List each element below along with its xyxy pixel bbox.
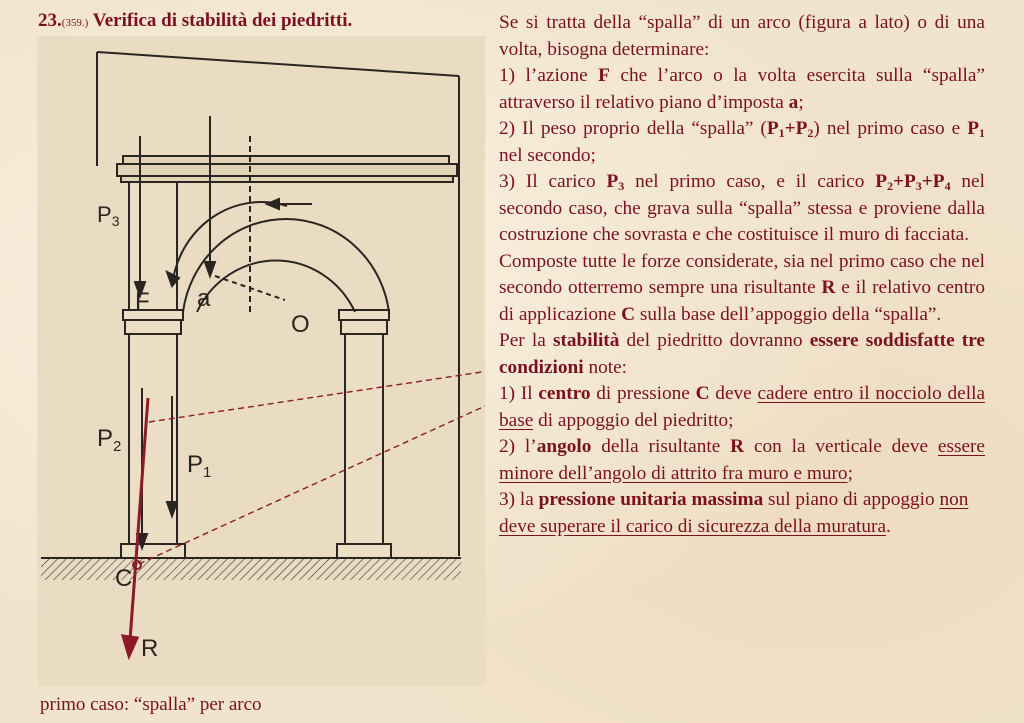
condition-3 [499, 487, 985, 540]
text-run: Per la [499, 330, 553, 351]
text-run: . [886, 515, 891, 537]
text-run: nel primo caso, e il carico [624, 171, 876, 192]
text-run: centro [538, 383, 591, 404]
text-run: della risultante [591, 436, 731, 457]
cornice [117, 156, 457, 182]
item-2 [499, 116, 985, 169]
intro-paragraph [499, 10, 985, 63]
text-run: essere minore dell’angolo di attrito fra muro e muro [499, 436, 985, 484]
label-a: a [197, 285, 211, 312]
ground-hatching [41, 558, 461, 580]
text-run: 2 [887, 179, 893, 193]
arch-abutment-figure [37, 36, 485, 696]
body-text [499, 10, 985, 540]
item-3 [499, 169, 985, 249]
text-run: C [695, 383, 710, 404]
text-run [875, 171, 950, 192]
text-run: 3 [618, 179, 625, 193]
text-run: 2 [807, 126, 814, 140]
text-run: 2) Il peso proprio della “spalla” ( [499, 118, 767, 139]
text-run: 2) l’ [499, 436, 537, 457]
label-o: O [291, 311, 310, 338]
text-run: P [795, 118, 808, 139]
text-run: angolo [536, 436, 592, 457]
text-run: sul piano di appoggio [763, 489, 940, 510]
text-run: nel secondo; [499, 144, 596, 166]
compose-paragraph [499, 249, 985, 329]
text-run: P [932, 171, 945, 192]
text-run: e il relativo centro di applicazione [499, 277, 985, 325]
text-run [606, 171, 624, 192]
text-run: 3) la [499, 489, 539, 510]
text-run: non deve superare il carico di sicurezza della muratura [499, 489, 969, 537]
text-run: R [730, 436, 745, 457]
intro-text: Se si tratta della “spalla” di un arco (figura a lato) o di una volta, bisogna determinare: [499, 12, 985, 60]
label-p1: $P_1$ [187, 451, 212, 481]
section-title [38, 10, 352, 32]
text-run: che l’arco o la volta esercita sulla “spalla” attraverso il relativo piano d’imposta [499, 65, 985, 113]
section-title-text: Verifica di stabilità dei piedritti. [92, 10, 353, 31]
text-run: deve [709, 383, 758, 404]
label-f: F [135, 288, 150, 315]
text-run: ; [847, 462, 853, 484]
section-number: 23. [38, 10, 62, 31]
text-run: nel secondo caso, che grava sulla “spalla” stessa e proviene dalla costruzione che sovrasta e che costituisce il muro di facciata. [499, 171, 985, 245]
text-run: F [598, 65, 610, 86]
label-p2: $P_2$ [97, 425, 122, 455]
text-run: sulla base dell’appoggio della “spalla”. [635, 303, 942, 325]
text-run: stabilità [552, 330, 620, 351]
text-run: 1) Il [499, 383, 539, 404]
text-run: 1 [979, 126, 985, 140]
text-run: P [904, 171, 916, 192]
label-p3: P3 [97, 202, 120, 229]
figure-caption: primo caso: “spalla” per arco [40, 694, 262, 715]
item-1 [499, 63, 985, 116]
label-c: C [115, 565, 133, 592]
text-run: Composte tutte le forze considerate, sia nel primo caso che nel secondo otterremo sempre una risultante [499, 250, 985, 298]
text-run: P [967, 118, 979, 139]
text-run: C [621, 303, 635, 325]
text-run: P [766, 118, 779, 139]
text-run [767, 118, 814, 139]
text-run: essere soddisfatte tre condizioni [499, 330, 985, 378]
text-run: P [606, 171, 619, 192]
text-run: + [784, 118, 796, 139]
text-run: del piedritto dovranno [619, 330, 810, 351]
engraving-panel [37, 36, 485, 686]
text-run [967, 118, 985, 139]
text-run: 3) Il carico [499, 171, 607, 192]
text-run: P [875, 171, 887, 192]
section-reference: (359.) [61, 17, 89, 29]
text-run: + [921, 171, 933, 192]
text-run: ; [798, 91, 804, 113]
condition-2 [499, 434, 985, 487]
text-run: 4 [944, 179, 951, 193]
text-run: a [788, 91, 799, 113]
text-run: + [893, 171, 904, 192]
text-run: R [821, 277, 836, 298]
stability-paragraph [499, 328, 985, 381]
text-run: di pressione [590, 383, 696, 404]
text-run: di appoggio del piedritto; [533, 409, 734, 431]
right-pier [337, 310, 391, 558]
text-run: con la verticale deve [744, 436, 938, 457]
condition-1 [499, 381, 985, 434]
text-run: note: [583, 356, 628, 378]
label-r: R [141, 635, 159, 662]
text-run: 1 [778, 126, 785, 140]
text-run: 3 [915, 179, 922, 193]
text-run: cadere entro il nocciolo della base [499, 383, 985, 431]
text-run: 1) l’azione [499, 65, 599, 86]
text-run: ) nel primo caso e [813, 118, 968, 139]
text-run: pressione unitaria massima [538, 489, 764, 510]
